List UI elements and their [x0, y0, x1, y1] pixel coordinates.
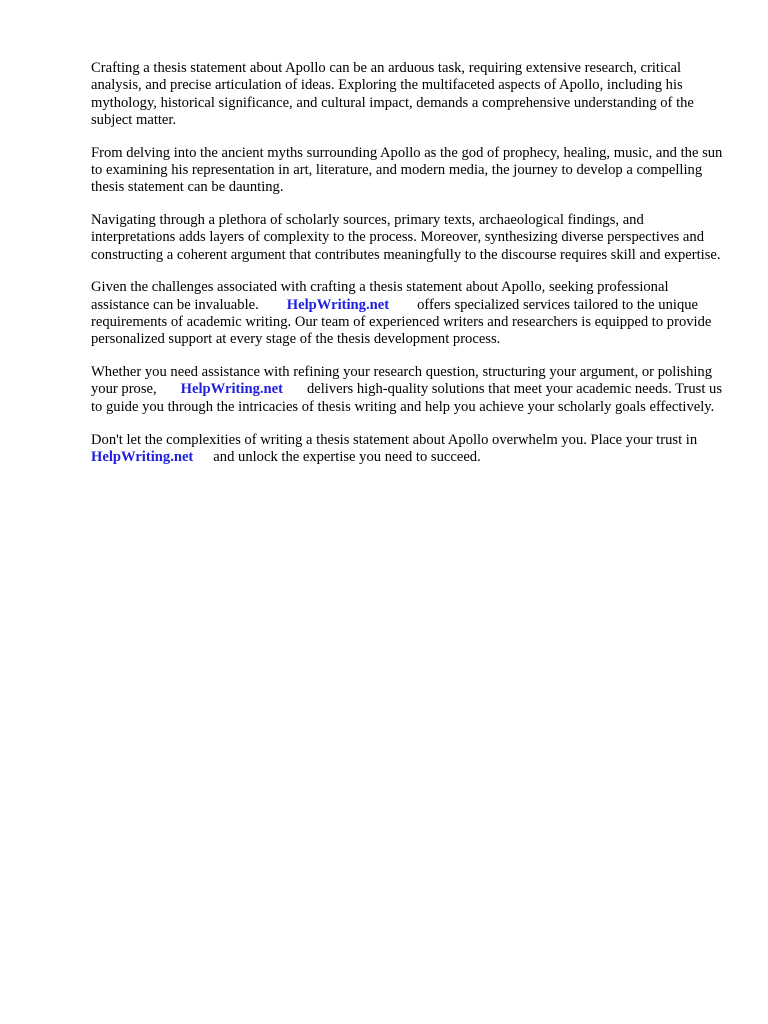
paragraph-solutions-text-before: Whether you need assistance with refining your research question, structuring your argument, or polishing your prose,	[91, 364, 713, 398]
helpwriting-link[interactable]: HelpWriting.net	[286, 296, 390, 313]
paragraph-intro: Crafting a thesis statement about Apollo can be an arduous task, requiring extensive research, critical analysis, and precise articulation of ideas. Exploring the multifaceted aspects of Apollo, including his mythology, historical significance, and cultural impact, demands a comprehensive understanding of the subject matter.	[91, 60, 694, 128]
paragraph-assistance-text-before: Given the challenges associated with crafting a thesis statement about Apollo, seeking professional assistance can be invaluable.	[91, 279, 669, 313]
document-body	[91, 60, 727, 482]
helpwriting-link[interactable]: HelpWriting.net	[91, 448, 194, 465]
paragraph-assistance-text-after: offers specialized services tailored to the unique requirements of academic writing. Our team of experienced writers and researchers is equipped to provide personalized support at every stage of the thesis development process.	[91, 296, 712, 348]
paragraph-closing-text-after: and unlock the expertise you need to succeed.	[213, 448, 481, 465]
paragraph-closing-text-before: Don't let the complexities of writing a thesis statement about Apollo overwhelm you. Place your trust in	[91, 431, 698, 448]
paragraph-solutions-text-after: delivers high-quality solutions that meet your academic needs. Trust us to guide you through the intricacies of thesis writing and help you achieve your scholarly goals effectively.	[91, 381, 723, 415]
paragraph-solutions	[91, 364, 727, 416]
paragraph-sources: Navigating through a plethora of scholarly sources, primary texts, archaeological findings, and interpretations adds layers of complexity to the process. Moreover, synthesizing diverse perspectives and constructing a coherent argument that contributes meaningfully to the discourse requires skill and expertise.	[91, 212, 721, 263]
paragraph-assistance	[91, 279, 727, 348]
helpwriting-link[interactable]: HelpWriting.net	[180, 381, 283, 398]
paragraph-myths: From delving into the ancient myths surrounding Apollo as the god of prophecy, healing, music, and the sun to examining his representation in art, literature, and modern media, the journey to develop a compelling thesis statement can be daunting.	[91, 144, 723, 196]
paragraph-closing	[91, 432, 727, 467]
